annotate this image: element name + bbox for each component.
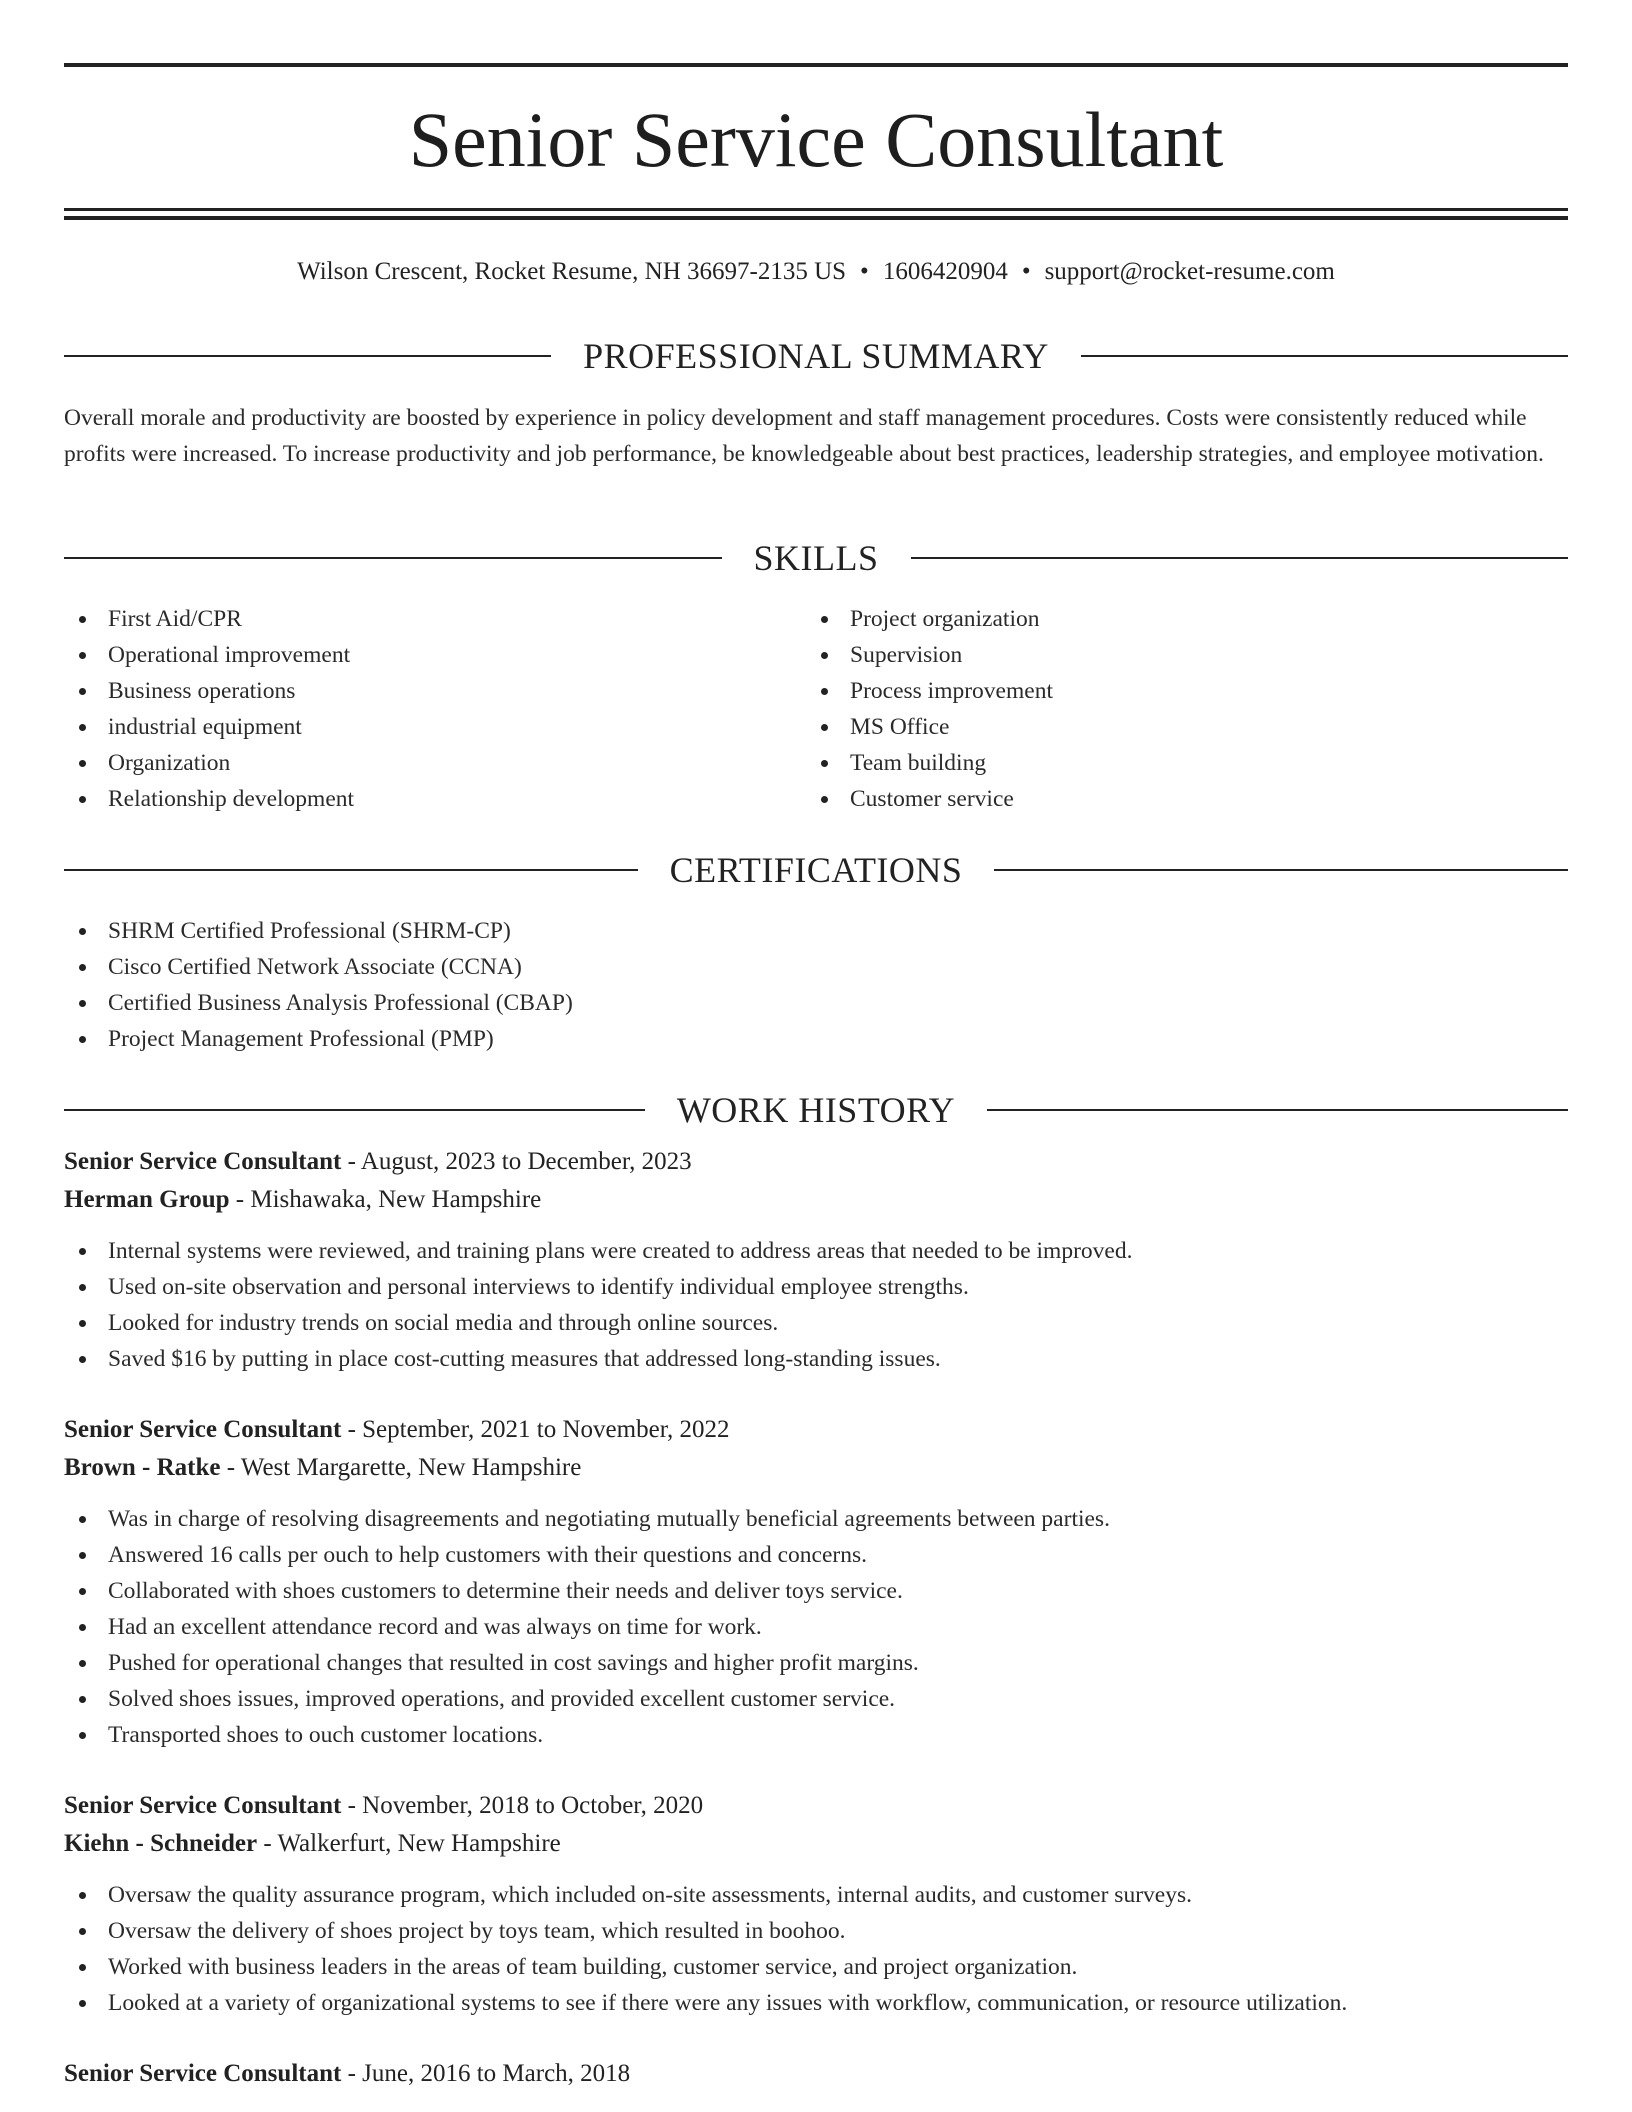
skill-item: MS Office [806, 709, 1506, 745]
job-title: Senior Service Consultant [64, 1416, 342, 1443]
heading-rule [64, 869, 638, 871]
job-company-line [64, 1181, 1568, 1219]
job-title: Senior Service Consultant [64, 1792, 342, 1819]
skill-item: Operational improvement [64, 637, 764, 673]
job-entry [64, 2055, 1568, 2093]
job-title-line [64, 1143, 1568, 1181]
contact-email: support@rocket-resume.com [1044, 258, 1335, 285]
section-heading-certifications [64, 848, 1568, 892]
section-heading-summary [64, 334, 1568, 378]
job-bullets [64, 1233, 1568, 1377]
heading-rule [64, 355, 551, 357]
top-rule [64, 63, 1568, 67]
job-entry [64, 1143, 1568, 1377]
resume-title: Senior Service Consultant [408, 96, 1224, 183]
skills-list-left [64, 601, 764, 817]
job-company: Brown - Ratke [64, 1454, 221, 1481]
certification-item: Project Management Professional (PMP) [64, 1021, 1464, 1057]
job-bullet: Solved shoes issues, improved operations, and provided excellent customer service. [64, 1681, 1568, 1717]
job-location: - Walkerfurt, New Hampshire [257, 1830, 561, 1857]
job-bullet: Transported shoes to ouch customer locations. [64, 1717, 1568, 1753]
job-entry [64, 1411, 1568, 1753]
heading-rule [64, 557, 722, 559]
contact-phone: 1606420904 [882, 258, 1008, 285]
job-bullet: Used on-site observation and personal interviews to identify individual employee strengths. [64, 1269, 1568, 1305]
skill-item: Relationship development [64, 781, 764, 817]
job-bullet: Had an excellent attendance record and was always on time for work. [64, 1609, 1568, 1645]
job-company-line [64, 1825, 1568, 1863]
job-bullet: Pushed for operational changes that resulted in cost savings and higher profit margins. [64, 1645, 1568, 1681]
job-bullet: Looked at a variety of organizational systems to see if there were any issues with workflow, communication, or resource utilization. [64, 1985, 1568, 2021]
skill-item: First Aid/CPR [64, 601, 764, 637]
job-bullet: Worked with business leaders in the areas of team building, customer service, and project organization. [64, 1949, 1568, 1985]
heading-rule [911, 557, 1569, 559]
section-title: PROFESSIONAL SUMMARY [583, 336, 1049, 376]
skill-item: industrial equipment [64, 709, 764, 745]
contact-address: Wilson Crescent, Rocket Resume, NH 36697-2135 US [297, 258, 847, 285]
job-title-line [64, 2055, 1568, 2093]
skill-item: Customer service [806, 781, 1506, 817]
skills-list-right [806, 601, 1506, 817]
title-rule-upper [64, 208, 1568, 211]
job-bullet: Oversaw the delivery of shoes project by toys team, which resulted in boohoo. [64, 1913, 1568, 1949]
job-location: - West Margarette, New Hampshire [220, 1454, 582, 1481]
job-title-line [64, 1411, 1568, 1449]
job-location: - Mishawaka, New Hampshire [229, 1186, 542, 1213]
heading-rule [987, 1109, 1568, 1111]
job-title-line [64, 1787, 1568, 1825]
contact-line [64, 255, 1568, 289]
job-title: Senior Service Consultant [64, 2060, 342, 2087]
job-bullet: Oversaw the quality assurance program, which included on-site assessments, internal audits, and customer surveys. [64, 1877, 1568, 1913]
job-bullet: Answered 16 calls per ouch to help customers with their questions and concerns. [64, 1537, 1568, 1573]
job-bullet: Internal systems were reviewed, and training plans were created to address areas that needed to be improved. [64, 1233, 1568, 1269]
job-dates: - August, 2023 to December, 2023 [341, 1148, 692, 1175]
skill-item: Team building [806, 745, 1506, 781]
skill-item: Process improvement [806, 673, 1506, 709]
job-bullet: Looked for industry trends on social media and through online sources. [64, 1305, 1568, 1341]
job-bullet: Collaborated with shoes customers to determine their needs and deliver toys service. [64, 1573, 1568, 1609]
job-bullets [64, 1501, 1568, 1753]
job-bullet: Saved $16 by putting in place cost-cutting measures that addressed long-standing issues. [64, 1341, 1568, 1377]
job-bullets [64, 1877, 1568, 2021]
job-entry [64, 1787, 1568, 2021]
section-title: WORK HISTORY [676, 1090, 956, 1130]
title-rule-lower [64, 216, 1568, 220]
job-company-line [64, 1449, 1568, 1487]
summary-text: Overall morale and productivity are boosted by experience in policy development and staff management procedures. Costs were consistently reduced while profits were increased. To increase productivity and job performance, be knowledgeable about best practices, leadership strategies, and employee motivation. [64, 405, 1544, 467]
section-title: CERTIFICATIONS [669, 850, 963, 890]
job-title: Senior Service Consultant [64, 1148, 342, 1175]
section-heading-work-history [64, 1088, 1568, 1132]
skill-item: Business operations [64, 673, 764, 709]
job-dates: - September, 2021 to November, 2022 [341, 1416, 730, 1443]
job-dates: - November, 2018 to October, 2020 [341, 1792, 704, 1819]
skill-item: Project organization [806, 601, 1506, 637]
certification-item: Cisco Certified Network Associate (CCNA) [64, 949, 1464, 985]
heading-rule [1081, 355, 1568, 357]
heading-rule [994, 869, 1568, 871]
section-heading-skills [64, 536, 1568, 580]
contact-separator: • [1021, 258, 1031, 285]
skill-item: Organization [64, 745, 764, 781]
contact-separator: • [860, 258, 869, 285]
skill-item: Supervision [806, 637, 1506, 673]
certification-item: Certified Business Analysis Professional (CBAP) [64, 985, 1464, 1021]
certifications-list [64, 913, 1464, 1057]
job-bullet: Was in charge of resolving disagreements and negotiating mutually beneficial agreements between parties. [64, 1501, 1568, 1537]
job-company: Kiehn - Schneider [64, 1830, 258, 1857]
certification-item: SHRM Certified Professional (SHRM-CP) [64, 913, 1464, 949]
heading-rule [64, 1109, 645, 1111]
job-dates: - June, 2016 to March, 2018 [341, 2060, 631, 2087]
job-company: Herman Group [64, 1186, 230, 1213]
section-title: SKILLS [753, 538, 879, 578]
